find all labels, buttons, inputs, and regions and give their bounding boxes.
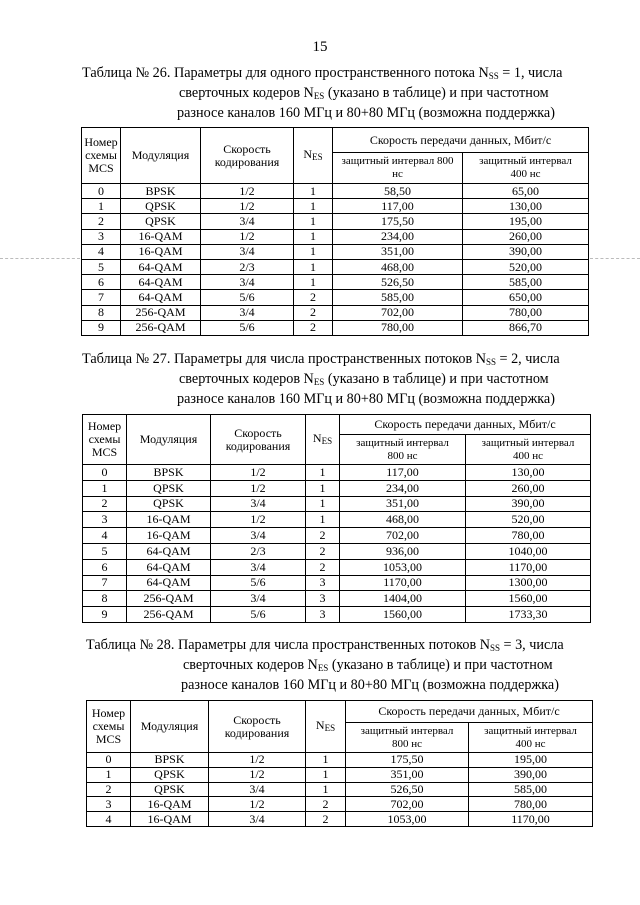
table-26-caption: Таблица № 26. Параметры для одного пространственного потока $N_{SS} = 1$, числа сверточных кодеров $N_{ES}$ (указано в таблице) и при частотном разносе каналов 160 МГц и 80+80 МГц (возможна поддержка) bbox=[82, 65, 563, 121]
scan-artifact-line bbox=[590, 258, 640, 259]
cell-modulation: 64-QAM bbox=[121, 275, 201, 290]
cell-modulation: 16-QAM bbox=[131, 812, 209, 827]
cell-coding-rate: 1/2 bbox=[209, 797, 306, 812]
cell-rate-800ns: 117,00 bbox=[333, 199, 463, 214]
scan-artifact-line bbox=[0, 258, 80, 259]
cell-nes: 1 bbox=[294, 275, 333, 290]
cell-rate-400ns: 260,00 bbox=[466, 480, 591, 496]
cell-mcs: 4 bbox=[87, 812, 131, 827]
cell-rate-800ns: 351,00 bbox=[333, 244, 463, 259]
cell-modulation: 16-QAM bbox=[121, 229, 201, 244]
header-coding-rate: Скорость кодирования bbox=[209, 701, 306, 753]
cell-nes: 1 bbox=[306, 465, 340, 481]
header-gi400: защитный интервал 400 нс bbox=[466, 435, 591, 465]
cell-nes: 1 bbox=[306, 512, 340, 528]
cell-rate-400ns: 520,00 bbox=[463, 259, 589, 274]
cell-nes: 2 bbox=[306, 812, 346, 827]
cell-coding-rate: 1/2 bbox=[201, 229, 294, 244]
cell-mcs: 0 bbox=[82, 184, 121, 199]
cell-coding-rate: 1/2 bbox=[211, 480, 306, 496]
cell-rate-800ns: 936,00 bbox=[340, 543, 466, 559]
cell-modulation: 256-QAM bbox=[127, 607, 211, 623]
cell-modulation: 64-QAM bbox=[121, 290, 201, 305]
cell-nes: 1 bbox=[306, 480, 340, 496]
table-row bbox=[82, 184, 589, 199]
cell-coding-rate: 1/2 bbox=[211, 465, 306, 481]
cell-rate-800ns: 234,00 bbox=[333, 229, 463, 244]
cell-rate-800ns: 117,00 bbox=[340, 465, 466, 481]
cell-nes: 1 bbox=[294, 244, 333, 259]
cell-rate-800ns: 1404,00 bbox=[340, 591, 466, 607]
cell-rate-400ns: 390,00 bbox=[469, 767, 593, 782]
cell-mcs: 3 bbox=[87, 797, 131, 812]
table-row bbox=[82, 305, 589, 320]
cell-nes: 1 bbox=[294, 229, 333, 244]
cell-mcs: 5 bbox=[82, 259, 121, 274]
cell-rate-400ns: 780,00 bbox=[466, 528, 591, 544]
cell-rate-400ns: 1733,30 bbox=[466, 607, 591, 623]
header-coding-rate: Скорость кодирования bbox=[201, 128, 294, 184]
cell-mcs: 1 bbox=[87, 767, 131, 782]
cell-rate-400ns: 1170,00 bbox=[466, 559, 591, 575]
cell-mcs: 6 bbox=[83, 559, 127, 575]
cell-modulation: BPSK bbox=[127, 465, 211, 481]
table-28-caption: Таблица № 28. Параметры для числа пространственных потоков $N_{SS} = 3$, числа сверточных кодеров $N_{ES}$ (указано в таблице) и при частотном разносе каналов 160 МГц и 80+80 МГц (возможна поддержка) bbox=[86, 637, 564, 693]
header-coding-rate: Скорость кодирования bbox=[211, 415, 306, 465]
cell-rate-400ns: 195,00 bbox=[463, 214, 589, 229]
cell-modulation: QPSK bbox=[127, 480, 211, 496]
cell-mcs: 7 bbox=[82, 290, 121, 305]
header-gi800: защитный интервал 800 нс bbox=[340, 435, 466, 465]
cell-coding-rate: 3/4 bbox=[211, 496, 306, 512]
cell-coding-rate: 5/6 bbox=[211, 575, 306, 591]
cell-nes: 3 bbox=[306, 575, 340, 591]
cell-rate-800ns: 468,00 bbox=[333, 259, 463, 274]
cell-modulation: 256-QAM bbox=[121, 320, 201, 335]
cell-rate-400ns: 390,00 bbox=[463, 244, 589, 259]
cell-nes: 1 bbox=[306, 496, 340, 512]
cell-rate-400ns: 1170,00 bbox=[469, 812, 593, 827]
cell-rate-800ns: 1053,00 bbox=[346, 812, 469, 827]
cell-modulation: 64-QAM bbox=[121, 259, 201, 274]
cell-mcs: 2 bbox=[82, 214, 121, 229]
cell-coding-rate: 2/3 bbox=[211, 543, 306, 559]
cell-coding-rate: 2/3 bbox=[201, 259, 294, 274]
cell-coding-rate: 1/2 bbox=[209, 753, 306, 768]
table-row bbox=[83, 465, 591, 481]
cell-modulation: 16-QAM bbox=[127, 528, 211, 544]
cell-modulation: 256-QAM bbox=[121, 305, 201, 320]
table-26 bbox=[81, 127, 589, 336]
cell-mcs: 5 bbox=[83, 543, 127, 559]
cell-mcs: 3 bbox=[83, 512, 127, 528]
cell-rate-800ns: 58,50 bbox=[333, 184, 463, 199]
header-mcs: Номер схемы MCS bbox=[82, 128, 121, 184]
cell-mcs: 9 bbox=[82, 320, 121, 335]
table-row bbox=[87, 797, 593, 812]
cell-coding-rate: 3/4 bbox=[201, 244, 294, 259]
cell-modulation: 256-QAM bbox=[127, 591, 211, 607]
cell-rate-800ns: 702,00 bbox=[346, 797, 469, 812]
table-row bbox=[82, 320, 589, 335]
cell-mcs: 8 bbox=[82, 305, 121, 320]
table-row bbox=[87, 753, 593, 768]
cell-rate-800ns: 175,50 bbox=[346, 753, 469, 768]
cell-rate-800ns: 234,00 bbox=[340, 480, 466, 496]
cell-nes: 1 bbox=[306, 782, 346, 797]
cell-coding-rate: 1/2 bbox=[209, 767, 306, 782]
table-row bbox=[82, 259, 589, 274]
cell-rate-800ns: 175,50 bbox=[333, 214, 463, 229]
cell-nes: 1 bbox=[294, 259, 333, 274]
cell-nes: 2 bbox=[294, 305, 333, 320]
header-mcs: Номер схемы MCS bbox=[87, 701, 131, 753]
table-row bbox=[87, 767, 593, 782]
cell-mcs: 0 bbox=[83, 465, 127, 481]
cell-mcs: 3 bbox=[82, 229, 121, 244]
cell-mcs: 0 bbox=[87, 753, 131, 768]
cell-rate-800ns: 702,00 bbox=[340, 528, 466, 544]
cell-mcs: 1 bbox=[83, 480, 127, 496]
cell-modulation: BPSK bbox=[131, 753, 209, 768]
cell-modulation: 16-QAM bbox=[131, 797, 209, 812]
cell-rate-400ns: 585,00 bbox=[469, 782, 593, 797]
table-row bbox=[87, 812, 593, 827]
table-27 bbox=[82, 414, 591, 623]
cell-mcs: 4 bbox=[82, 244, 121, 259]
cell-mcs: 7 bbox=[83, 575, 127, 591]
cell-rate-800ns: 1170,00 bbox=[340, 575, 466, 591]
table-row bbox=[83, 496, 591, 512]
header-modulation: Модуляция bbox=[127, 415, 211, 465]
cell-modulation: 64-QAM bbox=[127, 575, 211, 591]
header-data-rate: Скорость передачи данных, Мбит/с bbox=[346, 701, 593, 723]
cell-mcs: 4 bbox=[83, 528, 127, 544]
cell-rate-400ns: 130,00 bbox=[466, 465, 591, 481]
cell-rate-400ns: 1040,00 bbox=[466, 543, 591, 559]
cell-rate-400ns: 130,00 bbox=[463, 199, 589, 214]
cell-nes: 2 bbox=[294, 290, 333, 305]
table-row bbox=[83, 591, 591, 607]
cell-rate-400ns: 520,00 bbox=[466, 512, 591, 528]
cell-coding-rate: 3/4 bbox=[209, 812, 306, 827]
header-gi800: защитный интервал 800 нс bbox=[333, 153, 463, 184]
cell-nes: 2 bbox=[306, 543, 340, 559]
table-row bbox=[83, 559, 591, 575]
cell-modulation: QPSK bbox=[121, 214, 201, 229]
header-nes: $N_{ES}$ bbox=[306, 701, 346, 753]
header-nes: $N_{ES}$ bbox=[306, 415, 340, 465]
header-gi800: защитный интервал 800 нс bbox=[346, 723, 469, 753]
cell-nes: 2 bbox=[306, 528, 340, 544]
cell-coding-rate: 5/6 bbox=[201, 290, 294, 305]
cell-mcs: 2 bbox=[87, 782, 131, 797]
table-row bbox=[83, 543, 591, 559]
cell-mcs: 2 bbox=[83, 496, 127, 512]
cell-nes: 2 bbox=[306, 797, 346, 812]
table-row bbox=[83, 480, 591, 496]
header-data-rate: Скорость передачи данных, Мбит/с bbox=[340, 415, 591, 435]
cell-rate-400ns: 780,00 bbox=[469, 797, 593, 812]
table-row bbox=[82, 229, 589, 244]
cell-nes: 1 bbox=[294, 199, 333, 214]
header-data-rate: Скорость передачи данных, Мбит/с bbox=[333, 128, 589, 153]
cell-modulation: 64-QAM bbox=[127, 559, 211, 575]
cell-rate-400ns: 780,00 bbox=[463, 305, 589, 320]
cell-nes: 3 bbox=[306, 591, 340, 607]
table-row bbox=[87, 782, 593, 797]
cell-nes: 1 bbox=[294, 214, 333, 229]
cell-nes: 1 bbox=[294, 184, 333, 199]
cell-coding-rate: 3/4 bbox=[211, 559, 306, 575]
cell-rate-800ns: 526,50 bbox=[333, 275, 463, 290]
cell-coding-rate: 1/2 bbox=[201, 199, 294, 214]
cell-rate-800ns: 780,00 bbox=[333, 320, 463, 335]
header-nes: $N_{ES}$ bbox=[294, 128, 333, 184]
header-gi400: защитный интервал 400 нс bbox=[463, 153, 589, 184]
table-row bbox=[82, 290, 589, 305]
cell-mcs: 1 bbox=[82, 199, 121, 214]
cell-coding-rate: 3/4 bbox=[211, 528, 306, 544]
cell-modulation: 16-QAM bbox=[121, 244, 201, 259]
cell-rate-400ns: 585,00 bbox=[463, 275, 589, 290]
cell-rate-800ns: 351,00 bbox=[340, 496, 466, 512]
table-28 bbox=[86, 700, 593, 827]
cell-rate-800ns: 1053,00 bbox=[340, 559, 466, 575]
table-row bbox=[82, 199, 589, 214]
header-gi400: защитный интервал 400 нс bbox=[469, 723, 593, 753]
header-modulation: Модуляция bbox=[131, 701, 209, 753]
table-row bbox=[83, 512, 591, 528]
cell-coding-rate: 3/4 bbox=[209, 782, 306, 797]
cell-rate-800ns: 526,50 bbox=[346, 782, 469, 797]
cell-rate-800ns: 702,00 bbox=[333, 305, 463, 320]
cell-coding-rate: 1/2 bbox=[211, 512, 306, 528]
cell-nes: 2 bbox=[306, 559, 340, 575]
cell-nes: 2 bbox=[294, 320, 333, 335]
cell-modulation: QPSK bbox=[131, 767, 209, 782]
cell-rate-400ns: 195,00 bbox=[469, 753, 593, 768]
cell-modulation: QPSK bbox=[121, 199, 201, 214]
cell-coding-rate: 5/6 bbox=[211, 607, 306, 623]
cell-rate-800ns: 585,00 bbox=[333, 290, 463, 305]
cell-rate-400ns: 65,00 bbox=[463, 184, 589, 199]
cell-rate-400ns: 390,00 bbox=[466, 496, 591, 512]
cell-coding-rate: 3/4 bbox=[201, 214, 294, 229]
cell-modulation: QPSK bbox=[131, 782, 209, 797]
cell-modulation: 16-QAM bbox=[127, 512, 211, 528]
cell-coding-rate: 3/4 bbox=[201, 305, 294, 320]
cell-mcs: 9 bbox=[83, 607, 127, 623]
cell-rate-800ns: 468,00 bbox=[340, 512, 466, 528]
cell-modulation: BPSK bbox=[121, 184, 201, 199]
page-number: 15 bbox=[312, 39, 328, 55]
cell-coding-rate: 3/4 bbox=[211, 591, 306, 607]
cell-nes: 1 bbox=[306, 753, 346, 768]
cell-modulation: 64-QAM bbox=[127, 543, 211, 559]
cell-modulation: QPSK bbox=[127, 496, 211, 512]
cell-rate-400ns: 260,00 bbox=[463, 229, 589, 244]
cell-rate-400ns: 866,70 bbox=[463, 320, 589, 335]
table-row bbox=[82, 275, 589, 290]
cell-rate-400ns: 650,00 bbox=[463, 290, 589, 305]
cell-mcs: 8 bbox=[83, 591, 127, 607]
cell-nes: 1 bbox=[306, 767, 346, 782]
cell-rate-800ns: 351,00 bbox=[346, 767, 469, 782]
cell-coding-rate: 5/6 bbox=[201, 320, 294, 335]
header-modulation: Модуляция bbox=[121, 128, 201, 184]
cell-mcs: 6 bbox=[82, 275, 121, 290]
header-mcs: Номер схемы MCS bbox=[83, 415, 127, 465]
cell-coding-rate: 3/4 bbox=[201, 275, 294, 290]
table-row bbox=[83, 607, 591, 623]
cell-coding-rate: 1/2 bbox=[201, 184, 294, 199]
table-row bbox=[83, 575, 591, 591]
cell-nes: 3 bbox=[306, 607, 340, 623]
cell-rate-400ns: 1300,00 bbox=[466, 575, 591, 591]
table-row bbox=[83, 528, 591, 544]
table-row bbox=[82, 214, 589, 229]
table-27-caption: Таблица № 27. Параметры для числа пространственных потоков $N_{SS} = 2$, числа сверточных кодеров $N_{ES}$ (указано в таблице) и при частотном разносе каналов 160 МГц и 80+80 МГц (возможна поддержка) bbox=[82, 351, 560, 407]
table-row bbox=[82, 244, 589, 259]
cell-rate-800ns: 1560,00 bbox=[340, 607, 466, 623]
cell-rate-400ns: 1560,00 bbox=[466, 591, 591, 607]
